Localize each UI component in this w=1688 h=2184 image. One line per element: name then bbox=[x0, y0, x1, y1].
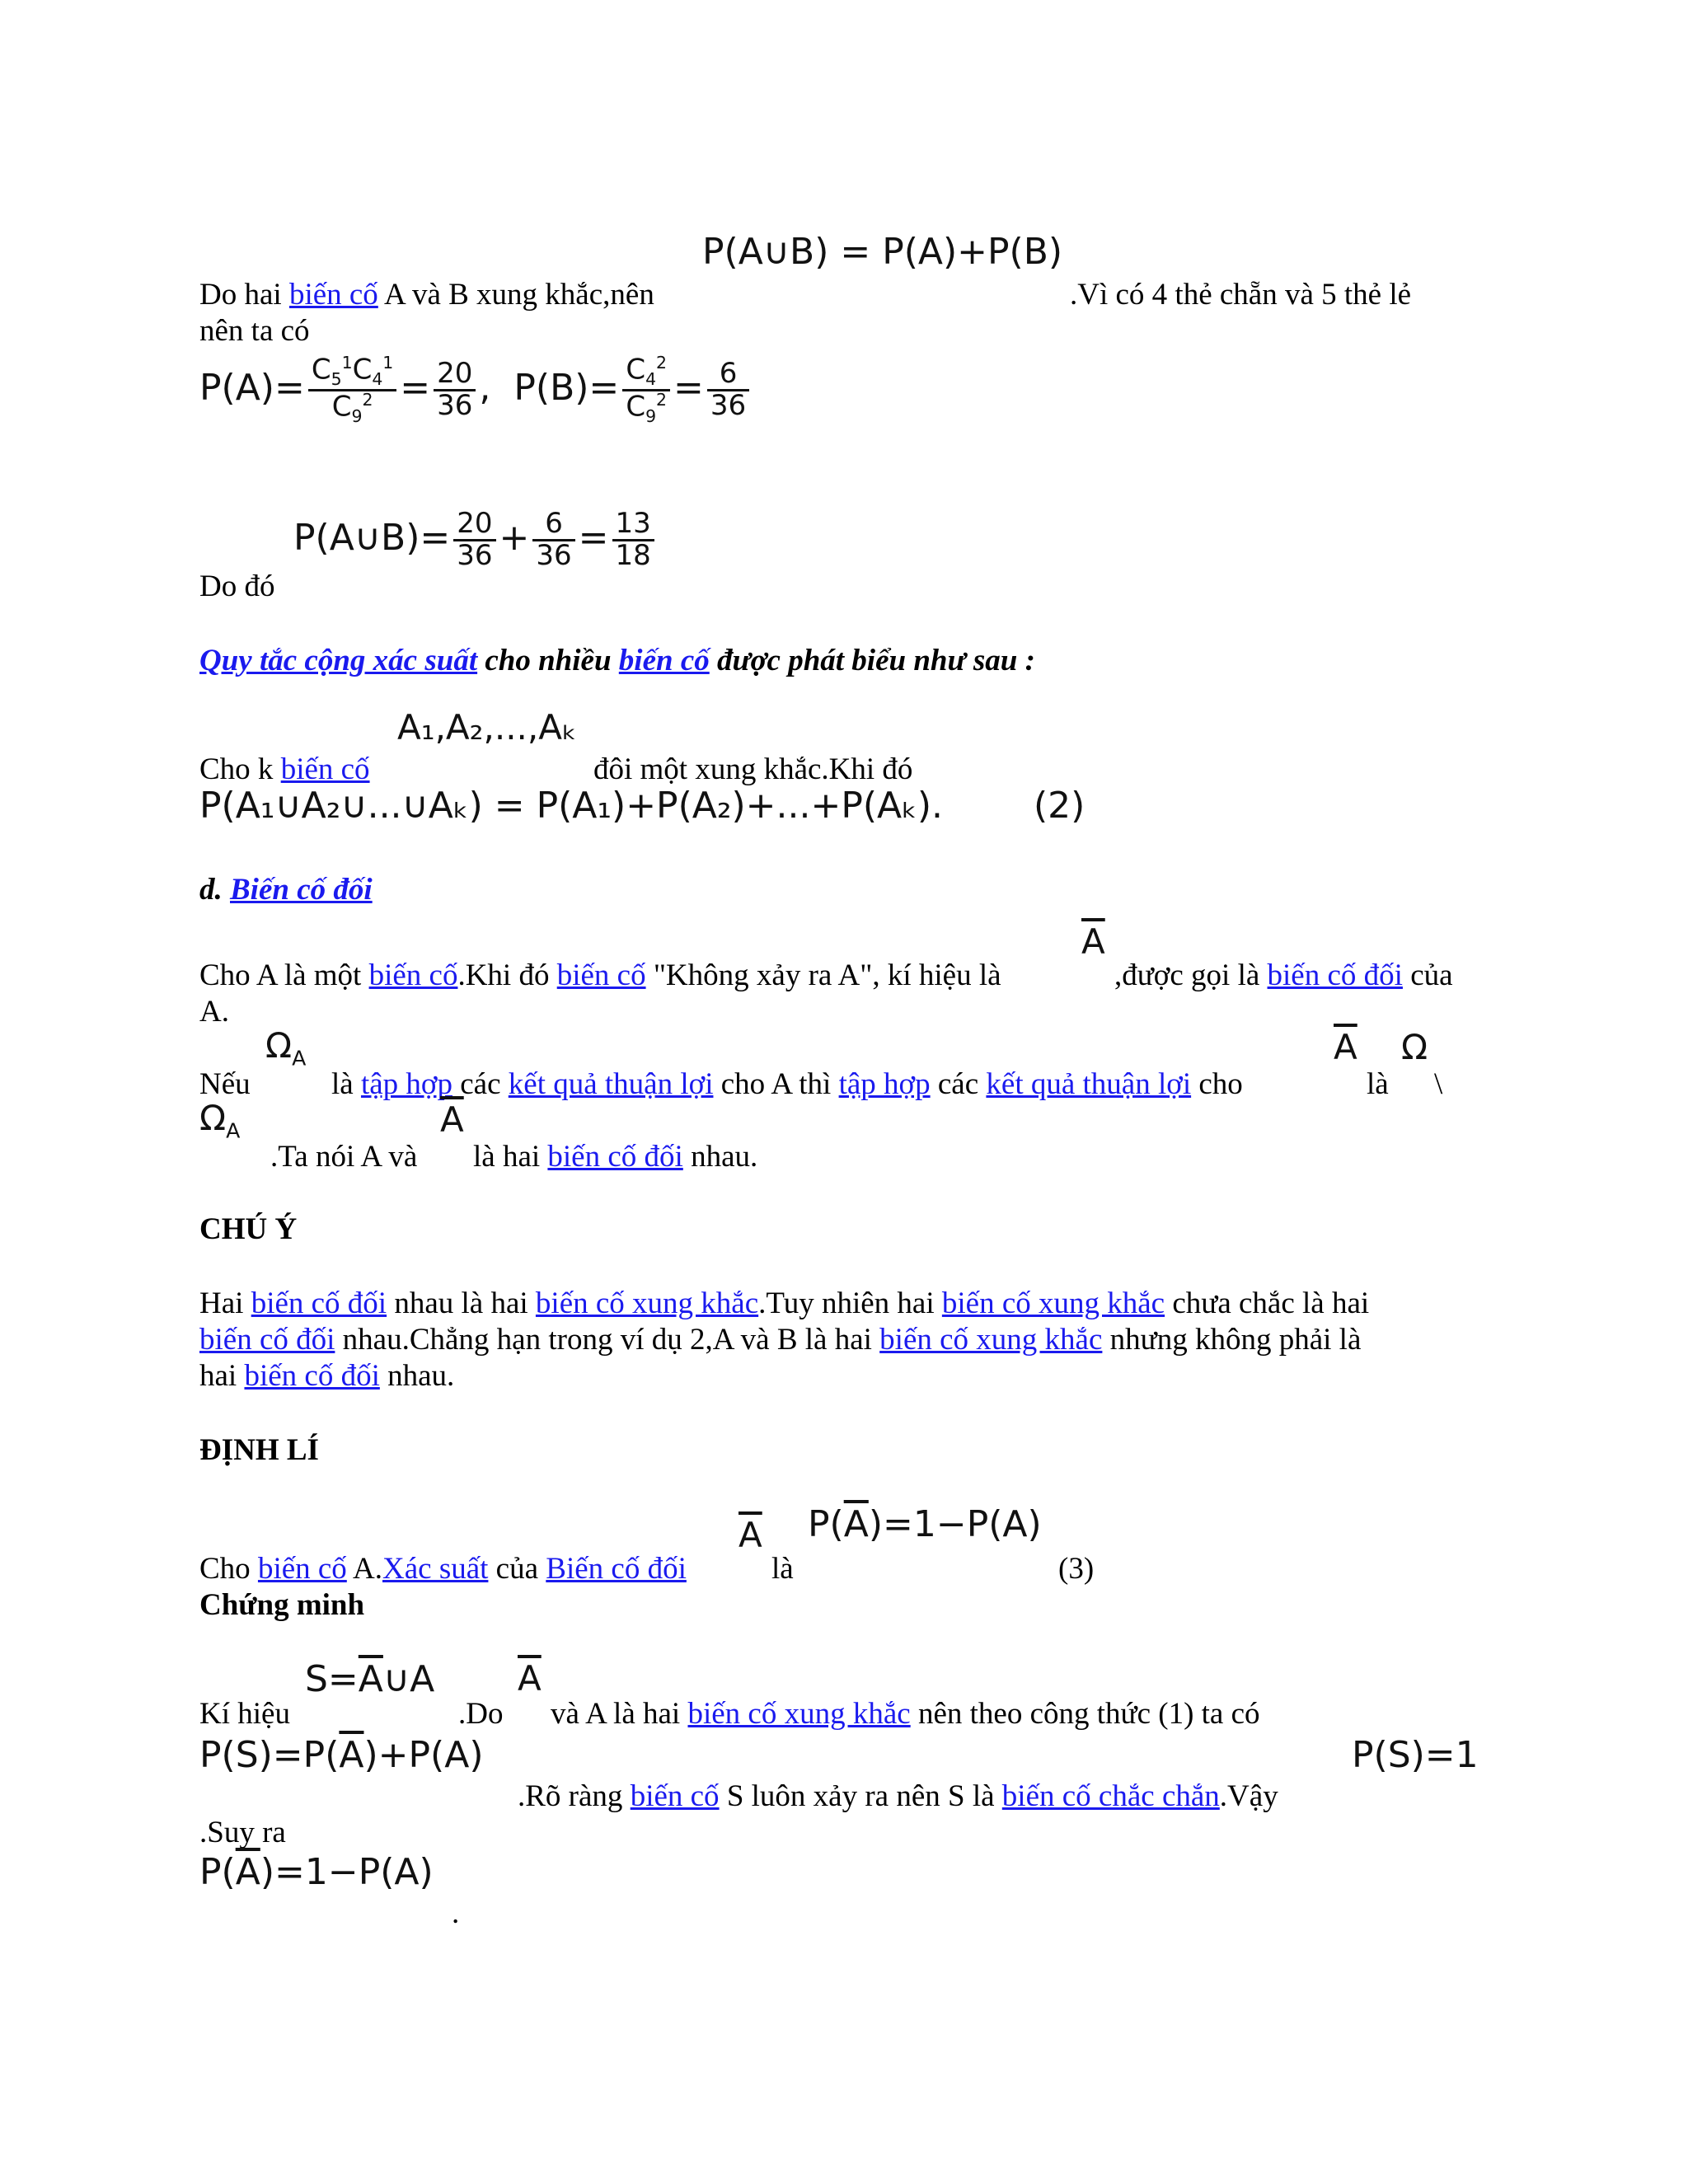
text: Cho k bbox=[199, 752, 281, 786]
note-line-1 bbox=[199, 1286, 1369, 1322]
omega: Ω bbox=[265, 1025, 293, 1066]
fraction-6-36: $\frac{6}{36}$ bbox=[707, 359, 749, 420]
symbol-a-bar: $\overline{A}$ bbox=[1334, 1027, 1357, 1067]
text: các bbox=[930, 1067, 987, 1101]
proof-line-3: .Suy ra bbox=[199, 1816, 286, 1849]
formula-complement: $P(\overline{A})=1-P(A)$ bbox=[808, 1503, 1042, 1545]
rule-body-tail: đôi một xung khắc.Khi đó bbox=[593, 752, 913, 786]
link-quy-tac-cong[interactable]: Quy tắc cộng xác suất bbox=[199, 644, 478, 677]
formula-ps-1: P(S)=1 bbox=[1352, 1734, 1479, 1776]
link-bien-co-xung-khac[interactable]: biến cố xung khắc bbox=[941, 1286, 1165, 1320]
link-bien-co-doi[interactable]: biến cố đối bbox=[199, 1323, 335, 1357]
symbol-omega-a: $\Omega_A$ bbox=[199, 1098, 241, 1143]
link-ket-qua-thuan-loi[interactable]: kết quả thuận lợi bbox=[508, 1067, 714, 1101]
text: của bbox=[488, 1552, 546, 1586]
link-bien-co[interactable]: biến cố bbox=[257, 1552, 347, 1586]
para-omega-la: là bbox=[1367, 1067, 1389, 1101]
para-mutually-exclusive-tail: .Vì có 4 thẻ chẵn và 5 thẻ lẻ bbox=[1070, 278, 1412, 312]
theorem-number: (3) bbox=[1058, 1552, 1095, 1586]
proof-line-1: Kí hiệu bbox=[199, 1697, 290, 1731]
para-therefore: Do đó bbox=[199, 569, 275, 603]
a-bar: $\overline{A}$ bbox=[358, 1658, 383, 1700]
para-omega-backslash: \ bbox=[1434, 1067, 1443, 1101]
para-mutually-exclusive bbox=[199, 277, 654, 313]
text: hai bbox=[199, 1359, 245, 1393]
link-bien-co-xung-khac[interactable]: biến cố xung khắc bbox=[879, 1323, 1103, 1357]
formula-rhs: =1−P(A) bbox=[274, 1851, 434, 1893]
link-bien-co[interactable]: biến cố bbox=[556, 958, 646, 992]
note-line-2 bbox=[199, 1322, 1361, 1358]
link-bien-co-doi[interactable]: Biến cố đối bbox=[546, 1552, 687, 1586]
link-bien-co-chac-chan[interactable]: biến cố chắc chắn bbox=[1001, 1779, 1220, 1813]
text: là hai bbox=[473, 1140, 548, 1174]
fraction-13-18: $\frac{13}{18}$ bbox=[612, 509, 654, 570]
text: cho bbox=[1191, 1067, 1243, 1101]
text: các bbox=[452, 1067, 509, 1101]
formula-complement-result: $P(\overline{A})=1-P(A)$ bbox=[199, 1851, 434, 1893]
rule-body bbox=[199, 752, 370, 788]
text: .Vậy bbox=[1219, 1779, 1278, 1813]
link-bien-co[interactable]: biến cố bbox=[288, 278, 378, 312]
formula-ps-sum: $P(S)=P(\overline{A})+P(A)$ bbox=[199, 1734, 484, 1776]
text: A và B xung khắc,nên bbox=[377, 278, 654, 312]
para-omega-body bbox=[331, 1066, 1243, 1103]
para-omega: Nếu bbox=[199, 1067, 251, 1101]
fraction-c5c4-c9: $\frac{C_5^1C_4^1}{C_9^2}$ bbox=[308, 354, 396, 425]
formula-addition-rule: P(A₁∪A₂∪...∪Aₖ) = P(A₁)+P(A₂)+...+P(Aₖ). bbox=[199, 785, 944, 827]
link-bien-co[interactable]: biến cố bbox=[368, 958, 458, 992]
formula-number-2: (2) bbox=[1034, 785, 1085, 827]
theorem-heading: ĐỊNH LÍ bbox=[199, 1433, 319, 1467]
symbol-omega-a: $\Omega_A$ bbox=[265, 1025, 307, 1071]
text: của bbox=[1402, 958, 1453, 992]
proof-line-1-tail bbox=[551, 1696, 1260, 1732]
omega: Ω bbox=[199, 1098, 227, 1138]
para-omega-line2-tail bbox=[473, 1139, 757, 1175]
note-line-3 bbox=[199, 1358, 454, 1394]
theorem-la: là bbox=[771, 1552, 794, 1586]
link-bien-co-doi[interactable]: biến cố đối bbox=[547, 1140, 683, 1174]
symbol-omega: Ω bbox=[1401, 1027, 1428, 1067]
symbol-a-bar: $\overline{A}$ bbox=[1081, 921, 1105, 962]
fraction-c4-c9: $\frac{C_4^2}{C_9^2}$ bbox=[622, 354, 670, 425]
formula-sequence: A₁,A₂,...,Aₖ bbox=[397, 707, 577, 748]
text: nhau.Chẳng hạn trong ví dụ 2,A và B là hai bbox=[335, 1323, 880, 1357]
text: S luôn xảy ra nên S là bbox=[719, 1779, 1002, 1813]
link-bien-co-xung-khac[interactable]: biến cố xung khắc bbox=[687, 1697, 911, 1731]
a-bar: $\overline{A}$ bbox=[235, 1851, 260, 1893]
para-definition bbox=[199, 958, 1001, 994]
text: d. bbox=[199, 873, 230, 907]
text: .Rõ ràng bbox=[518, 1779, 631, 1813]
text: .Tuy nhiên hai bbox=[758, 1286, 942, 1320]
text: "Không xảy ra A", kí hiệu là bbox=[645, 958, 1001, 992]
formula-union-result: P(A∪B)= $\frac{20}{36}$ + $\frac{6}{36}$ = $\frac{13}{18}$ bbox=[293, 509, 658, 570]
text: nên theo công thức (1) ta có bbox=[910, 1697, 1260, 1731]
link-bien-co-doi[interactable]: Biến cố đối bbox=[230, 873, 373, 907]
proof-heading: Chứng minh bbox=[199, 1588, 365, 1622]
link-bien-co[interactable]: biến cố bbox=[618, 644, 710, 677]
link-bien-co-xung-khac[interactable]: biến cố xung khắc bbox=[535, 1286, 759, 1320]
fraction-6-36: $\frac{6}{36}$ bbox=[532, 509, 574, 570]
text: nhau là hai bbox=[387, 1286, 536, 1320]
text: nhưng không phải là bbox=[1102, 1323, 1362, 1357]
para-definition-line2: A. bbox=[199, 995, 229, 1029]
text: chưa chắc là hai bbox=[1165, 1286, 1370, 1320]
link-ket-qua-thuan-loi[interactable]: kết quả thuận lợi bbox=[986, 1067, 1192, 1101]
link-bien-co-doi[interactable]: biến cố đối bbox=[251, 1286, 387, 1320]
text: Cho bbox=[199, 1552, 258, 1586]
note-heading: CHÚ Ý bbox=[199, 1212, 298, 1246]
text: được phát biểu như sau : bbox=[709, 644, 1035, 677]
section-d-heading bbox=[199, 872, 373, 908]
fraction-20-36: $\frac{20}{36}$ bbox=[453, 509, 495, 570]
text: .Khi đó bbox=[457, 958, 557, 992]
text: Do hai bbox=[199, 278, 289, 312]
formula-rhs: =1−P(A) bbox=[882, 1503, 1042, 1545]
rule-heading bbox=[199, 643, 1035, 679]
text: và A là hai bbox=[551, 1697, 688, 1731]
symbol-a-bar: $\overline{A}$ bbox=[738, 1515, 762, 1555]
theorem-body bbox=[199, 1551, 687, 1587]
text: nhau. bbox=[379, 1359, 455, 1393]
proof-line-1-do: .Do bbox=[458, 1697, 504, 1731]
link-xac-suat[interactable]: Xác suất bbox=[382, 1552, 489, 1586]
formula-s-def: $S=\overline{A}\cup A$ bbox=[305, 1658, 435, 1700]
link-bien-co[interactable]: biến cố bbox=[280, 752, 370, 786]
text: nhau. bbox=[682, 1140, 758, 1174]
a-bar: $\overline{A}$ bbox=[339, 1734, 364, 1776]
formula-pa-pb: P(A)= $\frac{C_5^1C_4^1}{C_9^2}$ = $\frac{20}{36}$ , P(B)= $\frac{C_4^2}{C_9^2}$ = $\frac{6}{36}$ bbox=[199, 354, 753, 425]
text: cho nhiều bbox=[477, 644, 619, 677]
symbol-a-bar: $\overline{A}$ bbox=[518, 1658, 542, 1699]
link-bien-co-doi[interactable]: biến cố đối bbox=[1267, 958, 1403, 992]
formula-union-rule: P(A∪B) = P(A)+P(B) bbox=[702, 231, 1063, 273]
text: Hai bbox=[199, 1286, 251, 1320]
link-bien-co[interactable]: biến cố bbox=[630, 1779, 720, 1813]
text: A. bbox=[346, 1552, 382, 1586]
symbol-a-bar: $\overline{A}$ bbox=[440, 1099, 464, 1140]
link-tap-hop[interactable]: tập hợp bbox=[838, 1067, 931, 1101]
text: là bbox=[331, 1067, 361, 1101]
text: Cho A là một bbox=[199, 958, 369, 992]
text: ,được gọi là bbox=[1114, 958, 1268, 992]
link-bien-co-doi[interactable]: biến cố đối bbox=[244, 1359, 380, 1393]
text: cho A thì bbox=[713, 1067, 839, 1101]
a-bar: $\overline{A}$ bbox=[843, 1503, 869, 1545]
para-omega-line2: .Ta nói A và bbox=[270, 1140, 418, 1174]
para-line-2: nên ta có bbox=[199, 314, 310, 348]
proof-line-2 bbox=[518, 1779, 1278, 1815]
proof-end-period: . bbox=[452, 1896, 460, 1930]
fraction-20-36: $\frac{20}{36}$ bbox=[434, 359, 476, 420]
link-tap-hop[interactable]: tập hợp bbox=[360, 1067, 452, 1101]
para-definition-tail bbox=[1114, 958, 1453, 994]
